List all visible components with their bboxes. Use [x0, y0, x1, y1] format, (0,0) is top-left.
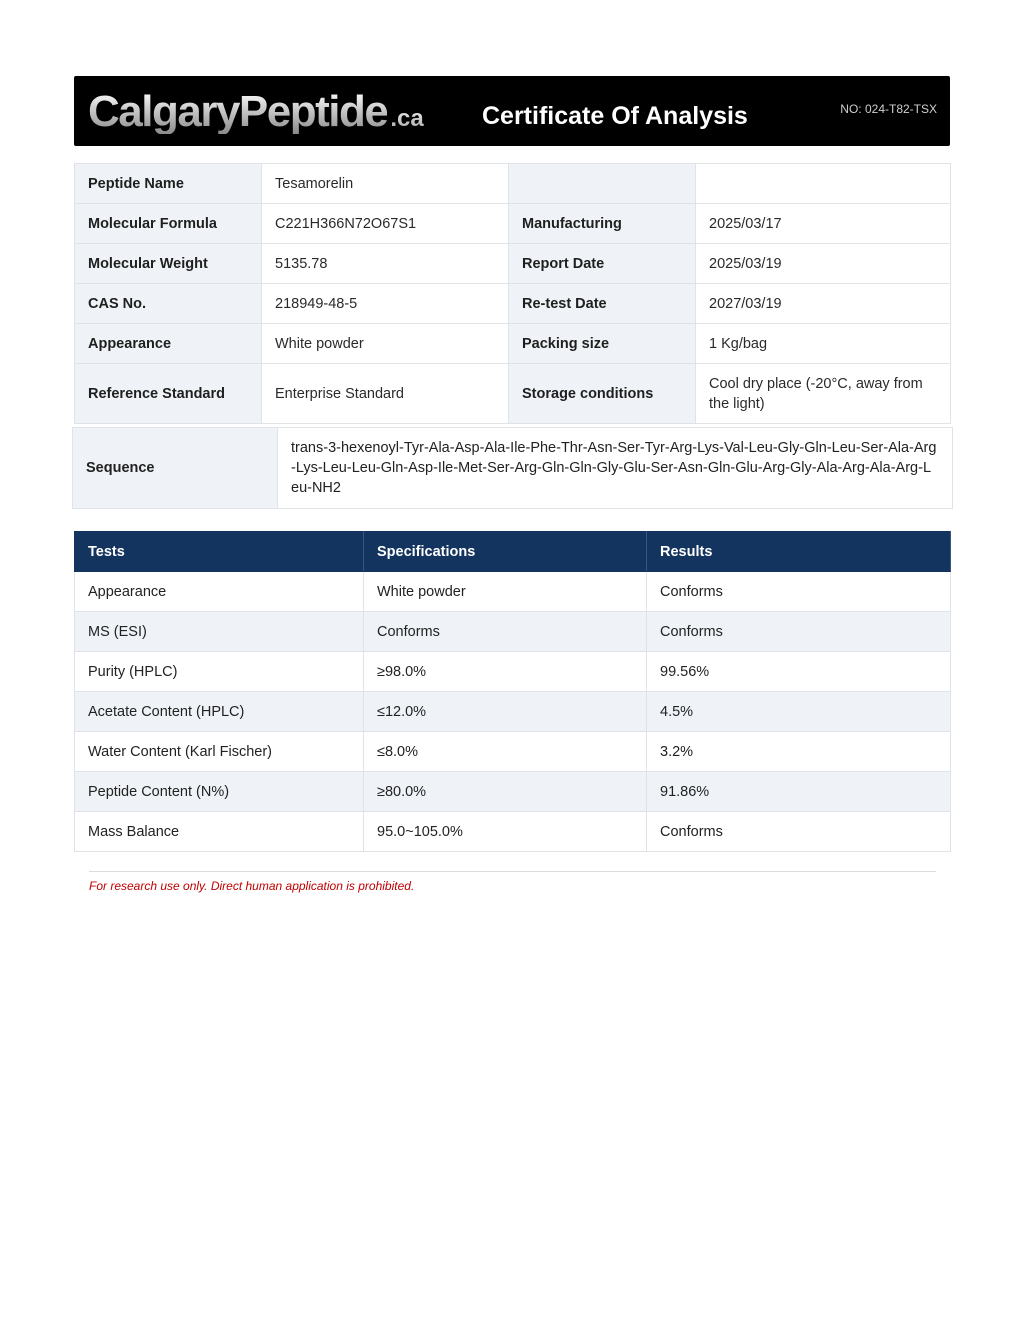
- footer-divider: [89, 871, 936, 872]
- info-row: [75, 204, 951, 244]
- brand-logo: [88, 88, 424, 134]
- info-row: [75, 244, 951, 284]
- test-specification: ≥98.0%: [364, 652, 647, 692]
- table-row: [75, 692, 951, 732]
- info-label: Packing size: [509, 324, 696, 364]
- info-label: Molecular Formula: [75, 204, 262, 244]
- info-value: Cool dry place (-20°C, away from the light): [696, 364, 951, 424]
- test-specification: 95.0~105.0%: [364, 812, 647, 852]
- table-row: [75, 812, 951, 852]
- tests-header-row: [75, 532, 951, 572]
- info-value: 2025/03/19: [696, 244, 951, 284]
- document-number: NO: 024-T82-TSX: [840, 102, 937, 116]
- table-row: [75, 732, 951, 772]
- sequence-row: [73, 428, 953, 509]
- column-header-results: Results: [647, 532, 951, 572]
- document-title: Certificate Of Analysis: [482, 102, 748, 130]
- research-use-disclaimer: For research use only. Direct human application is prohibited.: [89, 879, 415, 893]
- test-specification: ≤12.0%: [364, 692, 647, 732]
- test-name: Purity (HPLC): [75, 652, 364, 692]
- test-result: 99.56%: [647, 652, 951, 692]
- test-result: Conforms: [647, 612, 951, 652]
- info-value: White powder: [262, 324, 509, 364]
- info-label: Molecular Weight: [75, 244, 262, 284]
- product-info-table: [74, 163, 951, 424]
- info-row: [75, 324, 951, 364]
- table-row: [75, 572, 951, 612]
- info-label: Reference Standard: [75, 364, 262, 424]
- document-header: [74, 76, 950, 146]
- tests-table: [74, 531, 951, 852]
- test-name: Mass Balance: [75, 812, 364, 852]
- test-result: 91.86%: [647, 772, 951, 812]
- sequence-value: trans-3-hexenoyl-Tyr-Ala-Asp-Ala-Ile-Phe-Thr-Asn-Ser-Tyr-Arg-Lys-Val-Leu-Gly-Gln-Leu-Ser-Ala-Arg-Lys-Leu-Leu-Gln-Asp-Ile-Met-Ser-Arg-Gln-Gln-Gly-Glu-Ser-Asn-Gln-Glu-Arg-Gly-Ala-Arg-Ala-Arg-Leu-NH2: [278, 428, 953, 509]
- info-value: 2025/03/17: [696, 204, 951, 244]
- info-label: CAS No.: [75, 284, 262, 324]
- test-name: Acetate Content (HPLC): [75, 692, 364, 732]
- info-value: 2027/03/19: [696, 284, 951, 324]
- table-row: [75, 772, 951, 812]
- table-row: [75, 612, 951, 652]
- info-value: [696, 164, 951, 204]
- test-result: Conforms: [647, 572, 951, 612]
- info-label: Manufacturing: [509, 204, 696, 244]
- info-value: C221H366N72O67S1: [262, 204, 509, 244]
- info-row: [75, 164, 951, 204]
- test-name: Appearance: [75, 572, 364, 612]
- info-value: 218949-48-5: [262, 284, 509, 324]
- column-header-specifications: Specifications: [364, 532, 647, 572]
- table-row: [75, 652, 951, 692]
- info-value: 1 Kg/bag: [696, 324, 951, 364]
- test-name: Water Content (Karl Fischer): [75, 732, 364, 772]
- info-row: [75, 284, 951, 324]
- info-label: Re-test Date: [509, 284, 696, 324]
- info-value: Tesamorelin: [262, 164, 509, 204]
- test-result: 3.2%: [647, 732, 951, 772]
- info-row: [75, 364, 951, 424]
- info-label: Report Date: [509, 244, 696, 284]
- info-label: Appearance: [75, 324, 262, 364]
- info-label: Storage conditions: [509, 364, 696, 424]
- test-name: MS (ESI): [75, 612, 364, 652]
- logo-wordmark: CalgaryPeptide: [88, 87, 388, 136]
- test-specification: Conforms: [364, 612, 647, 652]
- sequence-table: [72, 427, 953, 509]
- info-value: 5135.78: [262, 244, 509, 284]
- test-result: Conforms: [647, 812, 951, 852]
- test-result: 4.5%: [647, 692, 951, 732]
- test-specification: ≥80.0%: [364, 772, 647, 812]
- column-header-tests: Tests: [75, 532, 364, 572]
- info-label: [509, 164, 696, 204]
- sequence-label: Sequence: [73, 428, 278, 509]
- test-specification: ≤8.0%: [364, 732, 647, 772]
- logo-domain-suffix: .ca: [390, 105, 424, 132]
- test-name: Peptide Content (N%): [75, 772, 364, 812]
- info-value: Enterprise Standard: [262, 364, 509, 424]
- info-label: Peptide Name: [75, 164, 262, 204]
- test-specification: White powder: [364, 572, 647, 612]
